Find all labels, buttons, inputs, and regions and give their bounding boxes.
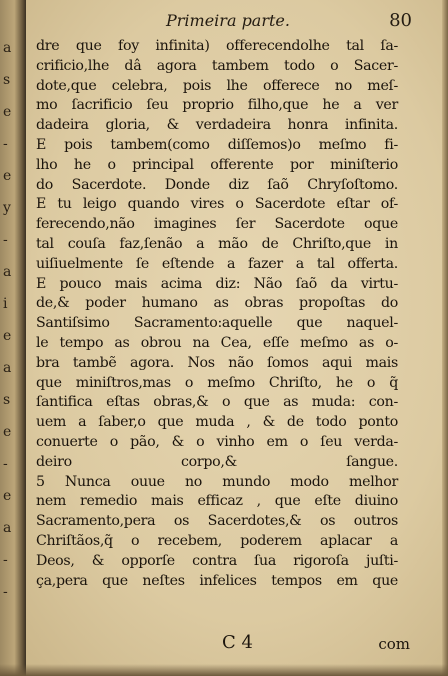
text-line: le tempo as obrou na Cea, eſſe meſmo as o- [36,334,398,351]
text-line: E pouco mais acima diz: Não ſaõ da virtu- [36,275,398,292]
page-header [26,10,416,34]
facing-page-letter: a [3,360,12,376]
text-line: bra tambẽ agora. Nos não ſomos aqui mais [36,354,398,371]
text-line: E pois tambem(como diſſemos)o meſmo fi- [36,136,398,153]
text-line: conuerte o pão, & o vinho em o ſeu verda- [36,433,398,450]
body-text [36,37,398,591]
running-head: Primeira parte. [166,11,290,30]
facing-page-letter: e [3,168,12,184]
text-line: lho he o principal offerente por miniſterio [36,156,398,173]
facing-page-letter: a [3,520,12,536]
page-right-edge [442,0,448,676]
facing-page-letter: - [3,136,8,152]
facing-page-gutter [0,0,26,676]
facing-page-letter: y [3,200,11,216]
text-line: deiro corpo,& ſangue. [36,453,398,470]
text-line: que miniſtros,mas o meſmo Chriſto, he o q̃ [36,374,398,391]
facing-page-letter: e [3,328,12,344]
text-line: Sacramento,pera os Sacerdotes,& os outros [36,513,398,530]
page-bottom-edge [0,664,448,676]
text-line: 5 Nunca ouue no mundo modo melhor [36,473,398,490]
facing-page-letter: a [3,40,12,56]
facing-page-letter: i [3,296,8,312]
page-footer [26,632,416,656]
facing-page-letter: - [3,456,8,472]
facing-page-letter: - [3,584,8,600]
facing-page-letter: - [3,232,8,248]
facing-page-letter: s [3,72,11,88]
folio-number: 80 [389,10,412,31]
text-line: crificio,lhe dâ agora tambem todo o Sacer- [36,57,398,74]
text-line: ferecendo,não imagines ſer Sacerdote oque [36,216,398,233]
text-line: uiſiuelmente ſe eſtende a fazer a tal offerta. [36,255,398,272]
text-line: Deos, & opporſe contra ſua rigoroſa juſti- [36,552,398,569]
facing-page-letter: s [3,392,11,408]
text-line: Santiſsimo Sacramento:aquelle que naquel- [36,315,398,332]
facing-page-letter: e [3,424,12,440]
catchword: com [378,635,410,653]
text-line: Chriſtãos,q̃ o recebem, poderem aplacar a [36,532,398,549]
text-line: mo ſacrificio ſeu proprio filho,que he a ver [36,97,398,114]
text-line: dote,que celebra, pois lhe offerece no meſ- [36,77,398,94]
text-line: E tu leigo quando vires o Sacerdote eſtar of- [36,196,398,213]
text-line: dadeira gloria, & verdadeira honra infinita. [36,117,398,134]
text-line: nem remedio mais efficaz , que eſte diuino [36,493,398,510]
text-line: ça,pera que neſtes infelices tempos em que [36,572,398,589]
facing-page-letter: - [3,552,8,568]
text-line: uem a ſaber,o que muda , & de todo ponto [36,414,398,431]
facing-page-line-ends [3,0,21,676]
text-line: do Sacerdote. Donde diz ſaõ Chryſoſtomo. [36,176,398,193]
facing-page-letter: a [3,264,12,280]
facing-page-letter: e [3,104,12,120]
signature-mark: C 4 [222,632,253,653]
text-line: tal couſa faz,ſenão a mão de Chriſto,que in [36,235,398,252]
facing-page-letter: e [3,488,12,504]
text-line: ſantifica eſtas obras,& o que as muda: con- [36,394,398,411]
text-line: dre que foy infinita) offerecendolhe tal ſa- [36,38,398,54]
text-line: de,& poder humano as obras propoſtas do [36,295,398,312]
